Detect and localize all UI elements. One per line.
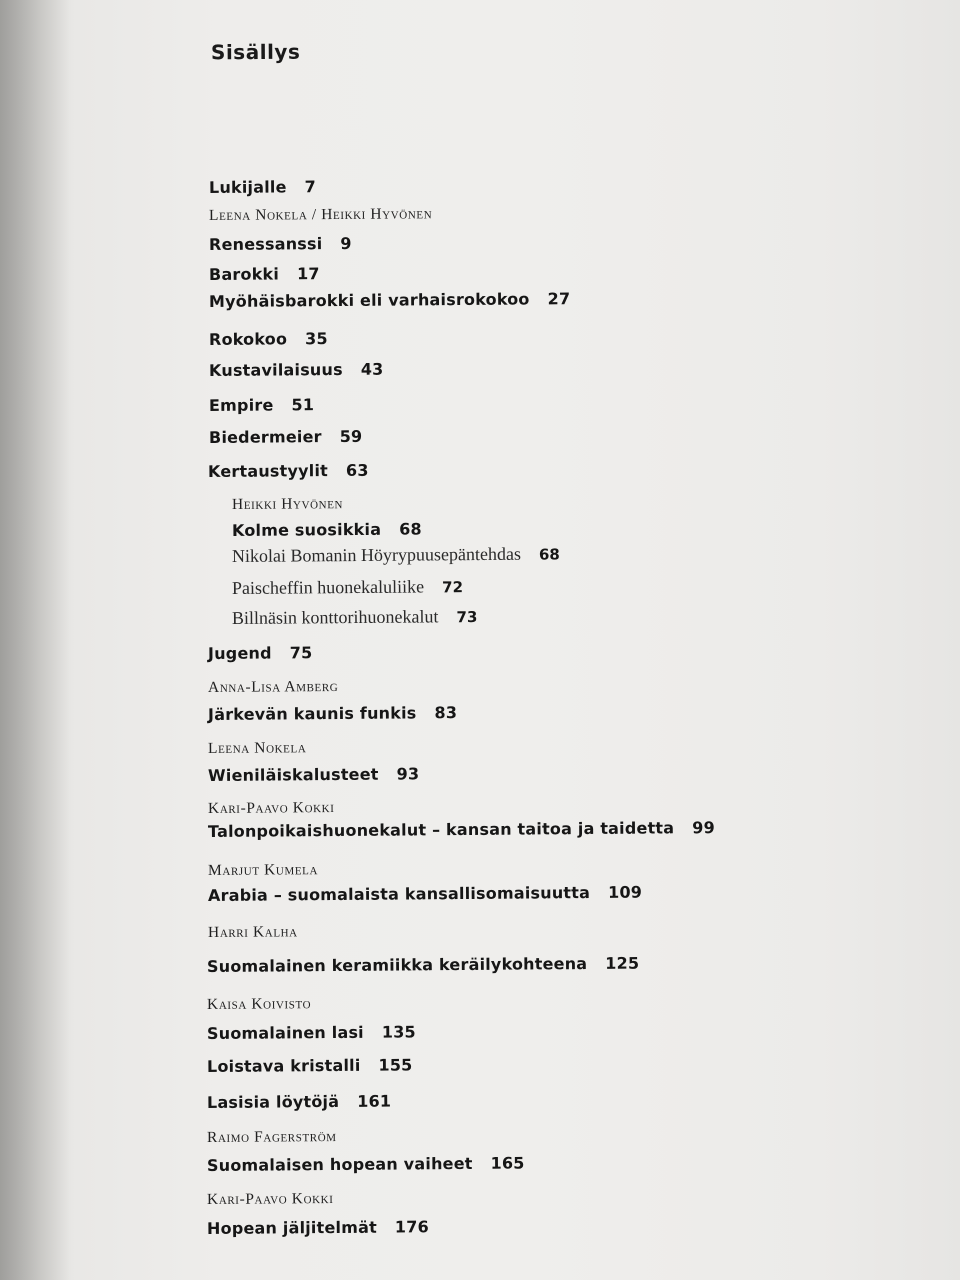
toc-page-number: 27 bbox=[547, 289, 571, 309]
toc-entry-title: Biedermeier bbox=[208, 427, 322, 447]
toc-page-number: 109 bbox=[608, 882, 643, 902]
toc-entry bbox=[207, 1055, 413, 1076]
toc-subentry bbox=[232, 576, 463, 599]
toc-entry bbox=[208, 764, 419, 785]
toc-entry-title: Rokokoo bbox=[208, 329, 288, 349]
toc-entry-title: Kustavilaisuus bbox=[208, 359, 343, 380]
toc-entry bbox=[209, 329, 328, 349]
toc-page-number: 72 bbox=[442, 578, 464, 597]
toc-author: Marjut Kumela bbox=[207, 861, 319, 879]
toc-page-number: 135 bbox=[381, 1022, 416, 1042]
toc-entry-title: Lukijalle bbox=[208, 177, 287, 197]
toc-entry bbox=[209, 360, 384, 380]
toc-entry-title: Suomalaisen hopean vaiheet bbox=[206, 1153, 473, 1175]
toc-page-number: 155 bbox=[378, 1055, 413, 1075]
toc-entry-title: Wieniläiskalusteet bbox=[207, 764, 379, 785]
toc-page-number: 99 bbox=[692, 818, 715, 838]
toc-entry-title: Suomalainen lasi bbox=[206, 1022, 364, 1043]
bleed-through-texture bbox=[600, 30, 940, 930]
toc-entry-title: Suomalainen keramiikka keräilykohteena bbox=[206, 954, 588, 976]
toc-entry-title: Hopean jäljitelmät bbox=[206, 1217, 377, 1238]
toc-entry-title: Arabia – suomalaista kansallisomaisuutta bbox=[207, 882, 591, 905]
page-title: Sisällys bbox=[210, 39, 301, 65]
toc-page-number: 68 bbox=[399, 519, 422, 539]
toc-page-number: 161 bbox=[357, 1091, 392, 1111]
gutter-shadow bbox=[0, 0, 70, 1280]
toc-entry-title: Lasisia löytöjä bbox=[206, 1091, 340, 1112]
toc-author: Leena Nokela / Heikki Hyvönen bbox=[208, 205, 433, 224]
toc-author: Kaisa Koivisto bbox=[206, 995, 312, 1013]
toc-entry bbox=[207, 1217, 429, 1238]
toc-entry bbox=[232, 520, 422, 540]
toc-page-number: 75 bbox=[289, 643, 313, 663]
toc-page-number: 165 bbox=[490, 1153, 525, 1173]
toc-page-number: 35 bbox=[305, 329, 328, 349]
toc-entry-title: Kertaustyylit bbox=[207, 461, 329, 481]
toc-entry-title: Loistava kristalli bbox=[206, 1055, 361, 1076]
toc-page-number: 93 bbox=[396, 764, 420, 784]
toc-entry-title: Nikolai Bomanin Höyrypuusepäntehdas bbox=[231, 543, 522, 566]
toc-entry bbox=[209, 427, 363, 447]
toc-entry-title: Myöhäisbarokki eli varhaisrokokoo bbox=[208, 289, 530, 311]
toc-entry-title: Billnäsin konttorihuonekalut bbox=[231, 606, 439, 628]
toc-page-number: 9 bbox=[340, 233, 352, 253]
toc-page-number: 83 bbox=[434, 703, 458, 723]
toc-entry bbox=[207, 1092, 391, 1112]
toc-author: Anna-Lisa Amberg bbox=[207, 677, 339, 696]
toc-subentry bbox=[232, 606, 478, 629]
toc-page-number: 43 bbox=[360, 359, 384, 379]
toc-entry bbox=[209, 234, 352, 254]
toc-page-number: 68 bbox=[538, 545, 560, 564]
toc-author: Harri Kalha bbox=[207, 923, 298, 941]
toc-author: Kari-Paavo Kokki bbox=[207, 799, 335, 817]
toc-entry-title: Paischeffin huonekaluliike bbox=[231, 576, 425, 598]
toc-entry bbox=[209, 289, 570, 311]
toc-page-number: 63 bbox=[345, 460, 369, 480]
toc-entry bbox=[208, 461, 369, 481]
toc-subentry bbox=[232, 543, 560, 567]
toc-entry bbox=[209, 395, 314, 415]
toc-entry bbox=[207, 954, 639, 976]
toc-entry bbox=[207, 1022, 416, 1043]
toc-author: Leena Nokela bbox=[207, 739, 307, 757]
toc-page-number: 73 bbox=[456, 608, 478, 627]
toc-page-number: 59 bbox=[339, 426, 363, 446]
toc-entry-title: Talonpoikaishuonekalut – kansan taitoa ja taidetta bbox=[207, 818, 675, 841]
toc-author: Heikki Hyvönen bbox=[231, 495, 344, 513]
toc-entry bbox=[208, 818, 715, 841]
toc-page-number: 51 bbox=[291, 395, 315, 415]
toc-entry bbox=[209, 177, 316, 197]
toc-page-number: 176 bbox=[394, 1217, 429, 1237]
toc-author: Kari-Paavo Kokki bbox=[206, 1190, 334, 1208]
toc-page-number: 17 bbox=[296, 264, 320, 284]
toc-entry-title: Järkevän kaunis funkis bbox=[207, 703, 417, 724]
toc-entry bbox=[207, 1154, 525, 1175]
toc-page-number: 7 bbox=[304, 177, 317, 197]
toc-entry bbox=[208, 643, 313, 663]
toc-entry bbox=[208, 703, 457, 724]
toc-entry bbox=[209, 264, 320, 284]
toc-entry-title: Kolme suosikkia bbox=[231, 519, 382, 540]
toc-author: Raimo Fagerström bbox=[206, 1127, 337, 1146]
toc-entry-title: Renessanssi bbox=[208, 234, 323, 254]
toc-entry-title: Empire bbox=[208, 395, 274, 415]
toc-entry-title: Barokki bbox=[208, 264, 280, 284]
toc-entry bbox=[208, 883, 642, 905]
toc-page-number: 125 bbox=[605, 953, 640, 973]
toc-entry-title: Jugend bbox=[207, 643, 272, 663]
